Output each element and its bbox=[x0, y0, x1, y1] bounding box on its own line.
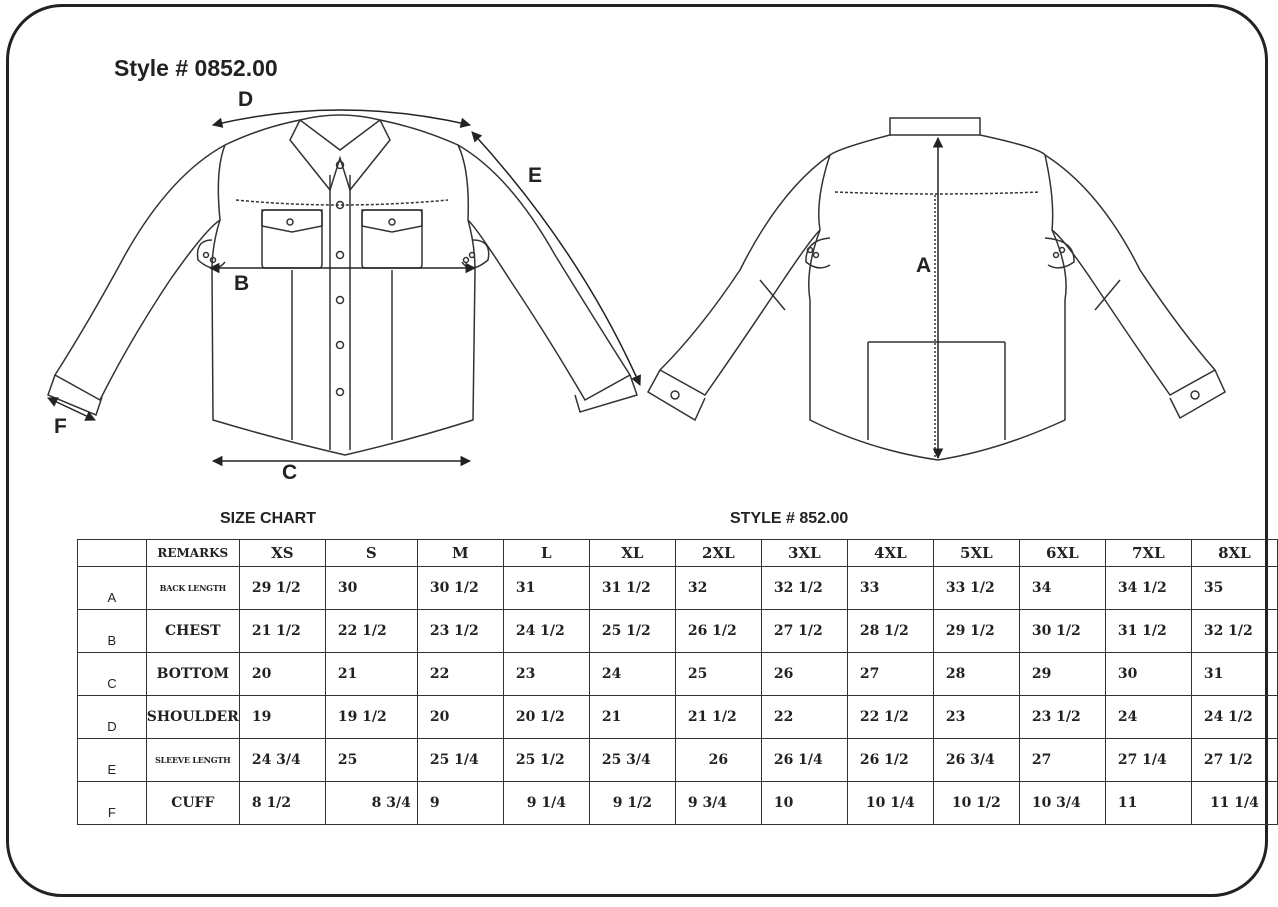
table-cell: 11 1/4 bbox=[1191, 782, 1277, 825]
table-row bbox=[78, 653, 1278, 696]
table-cell: 32 bbox=[675, 567, 761, 610]
label-a: A bbox=[916, 254, 932, 277]
label-d: D bbox=[238, 88, 254, 111]
style-title: Style # 0852.00 bbox=[114, 55, 278, 81]
label-e: E bbox=[528, 164, 543, 187]
table-cell: 21 bbox=[325, 653, 417, 696]
table-cell: 26 bbox=[761, 653, 847, 696]
row-letter bbox=[78, 696, 147, 739]
table-cell: 9 1/2 bbox=[589, 782, 675, 825]
table-cell: 34 bbox=[1019, 567, 1105, 610]
table-cell: 25 1/4 bbox=[417, 739, 503, 782]
table-cell: 10 1/4 bbox=[847, 782, 933, 825]
table-cell: 30 bbox=[325, 567, 417, 610]
row-letter-text: B bbox=[107, 633, 117, 648]
row-letter bbox=[78, 739, 147, 782]
table-row bbox=[78, 696, 1278, 739]
size-chart-table bbox=[77, 539, 1278, 825]
row-letter-text: E bbox=[107, 762, 117, 777]
size-header: S bbox=[325, 540, 417, 567]
table-cell: 32 1/2 bbox=[761, 567, 847, 610]
row-remark: BACK LENGTH bbox=[146, 567, 239, 610]
arrow-e bbox=[472, 132, 640, 385]
table-cell: 34 1/2 bbox=[1105, 567, 1191, 610]
row-letter bbox=[78, 567, 147, 610]
table-cell: 31 bbox=[503, 567, 589, 610]
row-letter-text: D bbox=[107, 719, 117, 734]
size-header: L bbox=[503, 540, 589, 567]
table-cell: 22 bbox=[417, 653, 503, 696]
table-cell: 21 bbox=[589, 696, 675, 739]
size-header: 4XL bbox=[847, 540, 933, 567]
table-cell: 19 bbox=[239, 696, 325, 739]
table-cell: 8 3/4 bbox=[325, 782, 417, 825]
shirt-back-view bbox=[648, 118, 1225, 460]
size-header: M bbox=[417, 540, 503, 567]
row-letter bbox=[78, 653, 147, 696]
table-cell: 35 bbox=[1191, 567, 1277, 610]
size-header: 2XL bbox=[675, 540, 761, 567]
table-cell: 24 3/4 bbox=[239, 739, 325, 782]
row-letter bbox=[78, 782, 147, 825]
row-letter-text: C bbox=[107, 676, 117, 691]
row-letter-text: A bbox=[107, 590, 117, 605]
table-cell: 26 1/4 bbox=[761, 739, 847, 782]
table-cell: 27 bbox=[1019, 739, 1105, 782]
table-cell: 27 1/4 bbox=[1105, 739, 1191, 782]
table-cell: 29 1/2 bbox=[933, 610, 1019, 653]
table-cell: 27 1/2 bbox=[1191, 739, 1277, 782]
table-cell: 25 3/4 bbox=[589, 739, 675, 782]
table-cell: 23 bbox=[503, 653, 589, 696]
row-remark: SLEEVE LENGTH bbox=[146, 739, 239, 782]
table-cell: 31 1/2 bbox=[589, 567, 675, 610]
table-cell: 24 bbox=[1105, 696, 1191, 739]
size-header: 5XL bbox=[933, 540, 1019, 567]
table-cell: 9 bbox=[417, 782, 503, 825]
table-cell: 10 3/4 bbox=[1019, 782, 1105, 825]
table-header-row bbox=[78, 540, 1278, 567]
table-row bbox=[78, 610, 1278, 653]
table-cell: 27 bbox=[847, 653, 933, 696]
table-cell: 22 1/2 bbox=[325, 610, 417, 653]
label-b: B bbox=[234, 272, 250, 295]
size-header: XS bbox=[239, 540, 325, 567]
table-cell: 28 1/2 bbox=[847, 610, 933, 653]
label-f: F bbox=[54, 415, 67, 438]
table-cell: 31 bbox=[1191, 653, 1277, 696]
row-remark: CUFF bbox=[146, 782, 239, 825]
size-header: 3XL bbox=[761, 540, 847, 567]
row-remark: SHOULDER bbox=[146, 696, 239, 739]
table-row bbox=[78, 782, 1278, 825]
table-cell: 9 3/4 bbox=[675, 782, 761, 825]
table-cell: 25 1/2 bbox=[589, 610, 675, 653]
shirt-front-view bbox=[48, 115, 637, 455]
table-cell: 21 1/2 bbox=[675, 696, 761, 739]
row-remark: CHEST bbox=[146, 610, 239, 653]
table-cell: 20 bbox=[417, 696, 503, 739]
table-cell: 28 bbox=[933, 653, 1019, 696]
table-cell: 29 bbox=[1019, 653, 1105, 696]
style-number: STYLE # 852.00 bbox=[730, 510, 849, 527]
row-remark: BOTTOM bbox=[146, 653, 239, 696]
table-cell: 10 bbox=[761, 782, 847, 825]
arrow-d bbox=[213, 110, 470, 125]
table-cell: 22 1/2 bbox=[847, 696, 933, 739]
size-header: 7XL bbox=[1105, 540, 1191, 567]
table-cell: 9 1/4 bbox=[503, 782, 589, 825]
table-cell: 30 bbox=[1105, 653, 1191, 696]
table-cell: 26 1/2 bbox=[847, 739, 933, 782]
table-cell: 23 bbox=[933, 696, 1019, 739]
size-header: XL bbox=[589, 540, 675, 567]
table-cell: 24 1/2 bbox=[503, 610, 589, 653]
table-cell: 24 bbox=[589, 653, 675, 696]
label-c: C bbox=[282, 461, 298, 484]
table-cell: 23 1/2 bbox=[1019, 696, 1105, 739]
table-cell: 33 bbox=[847, 567, 933, 610]
table-row bbox=[78, 567, 1278, 610]
table-cell: 33 1/2 bbox=[933, 567, 1019, 610]
table-cell: 22 bbox=[761, 696, 847, 739]
table-cell: 21 1/2 bbox=[239, 610, 325, 653]
table-cell: 31 1/2 bbox=[1105, 610, 1191, 653]
measurement-arrows bbox=[48, 110, 938, 461]
table-cell: 26 1/2 bbox=[675, 610, 761, 653]
table-cell: 30 1/2 bbox=[1019, 610, 1105, 653]
table-cell: 24 1/2 bbox=[1191, 696, 1277, 739]
size-chart-title: SIZE CHART bbox=[220, 510, 316, 527]
table-cell: 25 bbox=[675, 653, 761, 696]
table-cell: 8 1/2 bbox=[239, 782, 325, 825]
table-row bbox=[78, 739, 1278, 782]
table-cell: 32 1/2 bbox=[1191, 610, 1277, 653]
table-cell: 23 1/2 bbox=[417, 610, 503, 653]
table-cell: 25 1/2 bbox=[503, 739, 589, 782]
table-cell: 19 1/2 bbox=[325, 696, 417, 739]
table-cell: 20 bbox=[239, 653, 325, 696]
table-cell: 25 bbox=[325, 739, 417, 782]
table-cell: 30 1/2 bbox=[417, 567, 503, 610]
size-header: 6XL bbox=[1019, 540, 1105, 567]
table-cell: 20 1/2 bbox=[503, 696, 589, 739]
table-cell: 10 1/2 bbox=[933, 782, 1019, 825]
table-cell: 29 1/2 bbox=[239, 567, 325, 610]
table-cell: 26 bbox=[675, 739, 761, 782]
row-letter-text: F bbox=[107, 805, 116, 820]
table-cell: 27 1/2 bbox=[761, 610, 847, 653]
row-letter bbox=[78, 610, 147, 653]
table-cell: 26 3/4 bbox=[933, 739, 1019, 782]
remarks-header: REMARKS bbox=[146, 540, 239, 567]
size-header: 8XL bbox=[1191, 540, 1277, 567]
table-cell: 11 bbox=[1105, 782, 1191, 825]
header-empty-cell bbox=[78, 540, 147, 567]
